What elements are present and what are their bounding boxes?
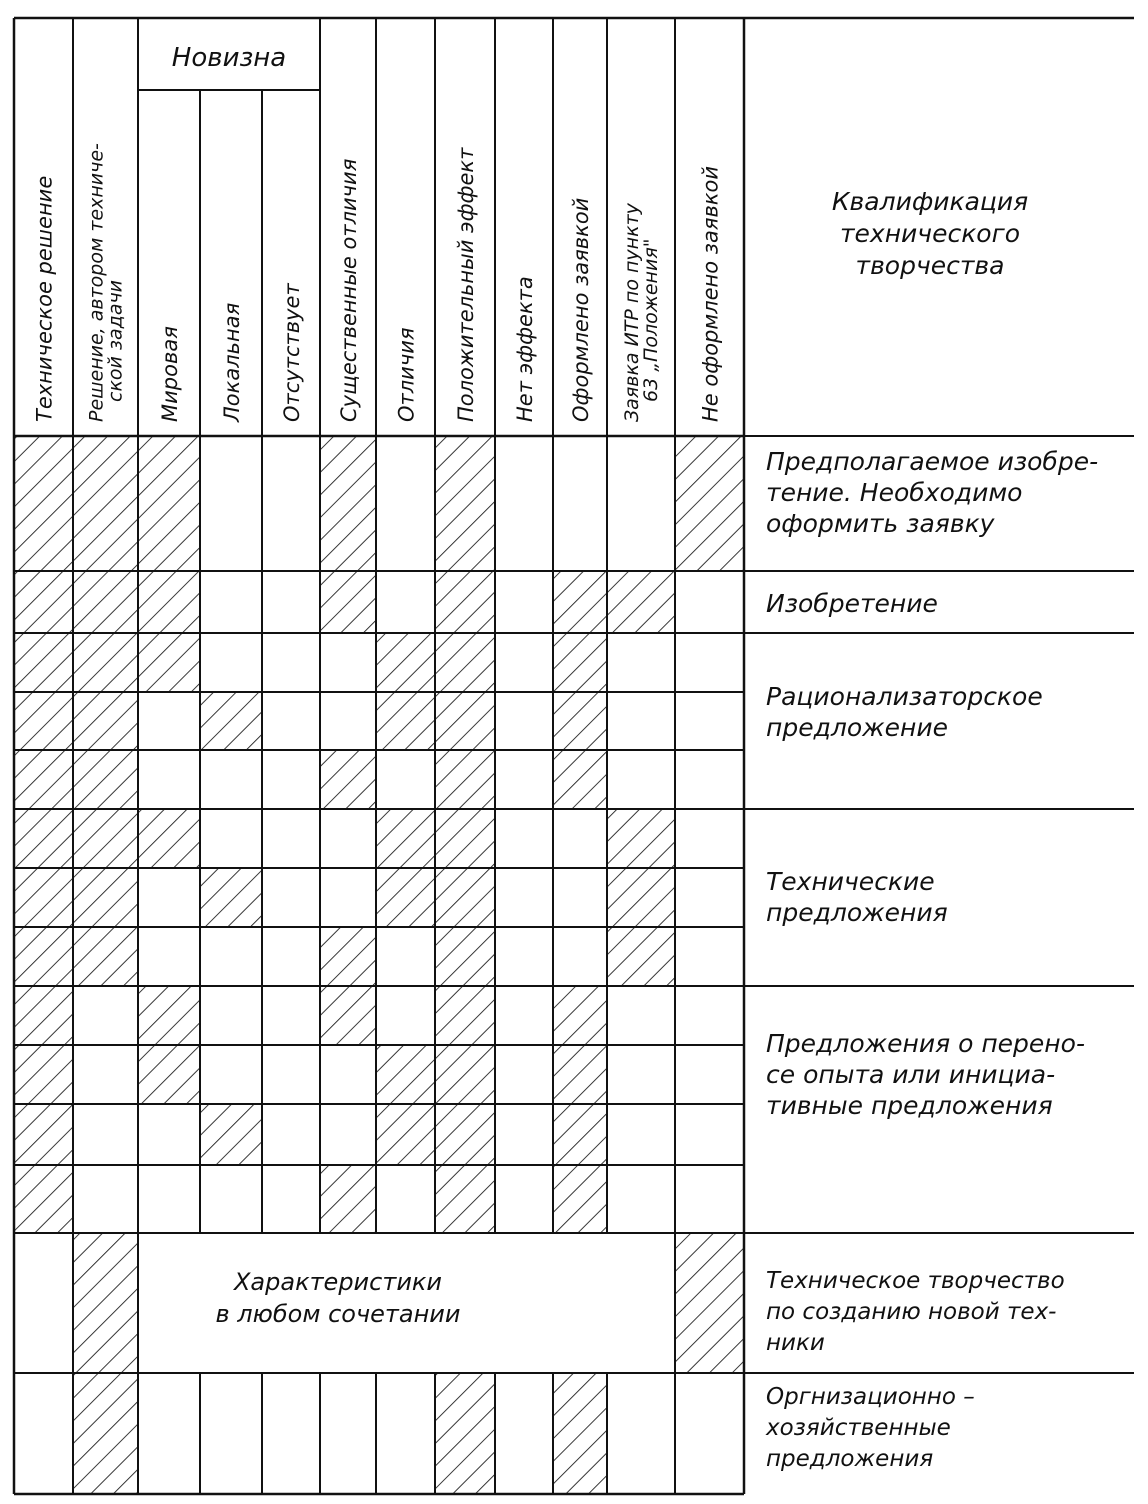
category-label-1: тение. Необходимо	[766, 478, 1023, 507]
hatched-cell	[376, 1045, 435, 1104]
column-header-8: Положительный эффект	[454, 147, 478, 422]
hatched-cell	[675, 1233, 744, 1373]
hatched-cell	[675, 436, 744, 571]
empty-cell	[14, 1373, 73, 1494]
category-label-2: Изобретение	[766, 589, 938, 618]
empty-cell	[200, 750, 262, 809]
empty-cell	[138, 1373, 200, 1494]
empty-cell	[376, 750, 435, 809]
category-label-3: Рационализаторское	[766, 682, 1043, 711]
empty-cell	[607, 692, 675, 750]
empty-cell	[138, 868, 200, 927]
empty-cell	[675, 1165, 744, 1233]
empty-cell	[200, 1373, 262, 1494]
empty-cell	[495, 1165, 553, 1233]
empty-cell	[73, 1165, 138, 1233]
column-header-11-line2: 63 „Положения"	[640, 238, 662, 402]
empty-cell	[495, 986, 553, 1045]
hatched-cell	[200, 1104, 262, 1165]
hatched-cell	[376, 1104, 435, 1165]
hatched-cell	[14, 750, 73, 809]
empty-cell	[675, 927, 744, 986]
empty-cell	[138, 927, 200, 986]
column-header-11: Заявка ИТР по пункту	[621, 203, 643, 422]
empty-cell	[200, 986, 262, 1045]
hatched-cell	[553, 1165, 607, 1233]
hatched-cell	[14, 986, 73, 1045]
empty-cell	[553, 927, 607, 986]
empty-cell	[376, 986, 435, 1045]
hatched-cell	[553, 633, 607, 692]
hatched-cell	[14, 809, 73, 868]
hatched-cell	[138, 571, 200, 633]
hatched-cell	[320, 436, 376, 571]
category-label-5: тивные предложения	[766, 1091, 1053, 1120]
hatched-cell	[376, 809, 435, 868]
category-label-5: се опыта или инициа-	[766, 1060, 1056, 1089]
empty-cell	[607, 436, 675, 571]
empty-cell	[138, 1165, 200, 1233]
empty-cell	[675, 809, 744, 868]
hatched-cell	[553, 750, 607, 809]
hatched-cell	[435, 868, 495, 927]
empty-cell	[138, 692, 200, 750]
empty-cell	[200, 436, 262, 571]
empty-cell	[553, 436, 607, 571]
hatched-cell	[73, 633, 138, 692]
column-header-4: Локальная	[220, 302, 244, 422]
category-label-4: предложения	[766, 898, 948, 927]
hatched-cell	[73, 1233, 138, 1373]
category-label-7: хозяйственные	[766, 1415, 951, 1441]
hatched-cell	[435, 927, 495, 986]
empty-cell	[262, 809, 320, 868]
empty-cell	[675, 986, 744, 1045]
any-combination-label: Характеристики	[233, 1268, 443, 1296]
empty-cell	[495, 1373, 553, 1494]
hatched-cell	[553, 571, 607, 633]
empty-cell	[262, 1045, 320, 1104]
empty-cell	[495, 809, 553, 868]
hatched-cell	[320, 927, 376, 986]
category-label-6: по созданию новой тех-	[766, 1299, 1057, 1325]
empty-cell	[14, 1233, 73, 1373]
empty-cell	[200, 927, 262, 986]
hatched-cell	[138, 986, 200, 1045]
column-header-9: Нет эффекта	[513, 276, 537, 422]
hatched-cell	[553, 692, 607, 750]
category-label-4: Технические	[766, 867, 935, 896]
hatched-cell	[435, 436, 495, 571]
empty-cell	[200, 1045, 262, 1104]
category-label-5: Предложения о перено-	[766, 1029, 1085, 1058]
empty-cell	[200, 633, 262, 692]
hatched-cell	[73, 571, 138, 633]
hatched-cell	[435, 809, 495, 868]
hatched-cell	[73, 692, 138, 750]
empty-cell	[262, 1165, 320, 1233]
hatched-cell	[553, 1104, 607, 1165]
empty-cell	[495, 436, 553, 571]
hatched-cell	[435, 986, 495, 1045]
category-label-3: предложение	[766, 713, 949, 742]
hatched-cell	[138, 633, 200, 692]
empty-cell	[495, 633, 553, 692]
hatched-cell	[435, 692, 495, 750]
hatched-cell	[73, 436, 138, 571]
empty-cell	[675, 633, 744, 692]
novelty-group-header: Новизна	[171, 43, 287, 73]
empty-cell	[200, 809, 262, 868]
empty-cell	[495, 692, 553, 750]
hatched-cell	[14, 1104, 73, 1165]
empty-cell	[262, 571, 320, 633]
hatched-cell	[14, 927, 73, 986]
hatched-cell	[435, 1104, 495, 1165]
hatched-cell	[435, 571, 495, 633]
empty-cell	[675, 1373, 744, 1494]
column-header-7: Отличия	[394, 327, 419, 422]
empty-cell	[495, 1045, 553, 1104]
column-header-1: Техническое решение	[32, 175, 57, 422]
column-header-3: Мировая	[158, 326, 182, 422]
hatched-cell	[320, 750, 376, 809]
empty-cell	[262, 1373, 320, 1494]
hatched-cell	[435, 1373, 495, 1494]
hatched-cell	[138, 436, 200, 571]
category-label-1: оформить заявку	[766, 509, 995, 538]
column-header-6: Существенные отличия	[337, 158, 361, 422]
hatched-cell	[14, 1165, 73, 1233]
hatched-cell	[73, 927, 138, 986]
hatched-cell	[320, 1165, 376, 1233]
hatched-cell	[73, 1373, 138, 1494]
empty-cell	[320, 868, 376, 927]
empty-cell	[495, 1104, 553, 1165]
empty-cell	[607, 1045, 675, 1104]
hatched-cell	[14, 436, 73, 571]
hatched-cell	[607, 571, 675, 633]
empty-cell	[262, 1104, 320, 1165]
hatched-cell	[14, 692, 73, 750]
category-label-1: Предполагаемое изобре-	[766, 447, 1099, 476]
empty-cell	[607, 986, 675, 1045]
hatched-cell	[320, 571, 376, 633]
empty-cell	[553, 809, 607, 868]
category-label-7: Оргнизационно –	[766, 1384, 975, 1410]
column-header-2-line2: ской задачи	[104, 279, 127, 402]
empty-cell	[675, 868, 744, 927]
hatched-cell	[553, 1373, 607, 1494]
hatched-cell	[376, 633, 435, 692]
hatched-cell	[14, 868, 73, 927]
hatched-cell	[607, 868, 675, 927]
hatched-cell	[607, 927, 675, 986]
any-combination-label: в любом сочетании	[215, 1300, 461, 1328]
empty-cell	[320, 1373, 376, 1494]
empty-cell	[607, 1104, 675, 1165]
hatched-cell	[73, 750, 138, 809]
empty-cell	[320, 809, 376, 868]
hatched-cell	[73, 868, 138, 927]
empty-cell	[262, 986, 320, 1045]
empty-cell	[320, 1045, 376, 1104]
empty-cell	[138, 1104, 200, 1165]
hatched-cell	[435, 750, 495, 809]
column-header-12: Не оформлено заявкой	[698, 165, 723, 422]
empty-cell	[376, 436, 435, 571]
empty-cell	[607, 1373, 675, 1494]
empty-cell	[495, 868, 553, 927]
hatched-cell	[435, 633, 495, 692]
empty-cell	[73, 1045, 138, 1104]
category-label-7: предложения	[766, 1446, 934, 1472]
hatched-cell	[14, 1045, 73, 1104]
empty-cell	[320, 692, 376, 750]
empty-cell	[376, 571, 435, 633]
hatched-cell	[376, 868, 435, 927]
empty-cell	[73, 1104, 138, 1165]
category-label-6: ники	[766, 1330, 825, 1356]
hatched-cell	[553, 986, 607, 1045]
empty-cell	[675, 750, 744, 809]
empty-cell	[320, 633, 376, 692]
hatched-cell	[435, 1045, 495, 1104]
empty-cell	[675, 692, 744, 750]
empty-cell	[376, 1165, 435, 1233]
empty-cell	[607, 633, 675, 692]
hatched-cell	[607, 809, 675, 868]
hatched-cell	[200, 868, 262, 927]
hatched-cell	[73, 809, 138, 868]
empty-cell	[376, 1373, 435, 1494]
qualification-header-line: творчества	[855, 251, 1005, 280]
empty-cell	[262, 633, 320, 692]
empty-cell	[495, 750, 553, 809]
empty-cell	[262, 868, 320, 927]
empty-cell	[200, 1165, 262, 1233]
empty-cell	[262, 692, 320, 750]
empty-cell	[607, 1165, 675, 1233]
qualification-header-line: Квалификация	[831, 187, 1029, 216]
hatched-cell	[14, 571, 73, 633]
hatched-cell	[553, 1045, 607, 1104]
column-header-10: Оформлено заявкой	[569, 197, 593, 422]
hatched-cell	[320, 986, 376, 1045]
empty-cell	[607, 750, 675, 809]
hatched-cell	[376, 692, 435, 750]
column-header-5: Отсутствует	[280, 283, 304, 422]
hatched-cell	[138, 1045, 200, 1104]
empty-cell	[495, 927, 553, 986]
empty-cell	[262, 927, 320, 986]
empty-cell	[675, 571, 744, 633]
hatched-cell	[200, 692, 262, 750]
empty-cell	[138, 750, 200, 809]
category-label-6: Техническое творчество	[766, 1268, 1065, 1294]
empty-cell	[200, 571, 262, 633]
empty-cell	[376, 927, 435, 986]
hatched-cell	[14, 633, 73, 692]
empty-cell	[495, 571, 553, 633]
empty-cell	[675, 1045, 744, 1104]
column-header-2: Решение, автором техниче-	[85, 143, 108, 422]
empty-cell	[262, 436, 320, 571]
empty-cell	[553, 868, 607, 927]
hatched-cell	[138, 809, 200, 868]
empty-cell	[320, 1104, 376, 1165]
hatched-cell	[435, 1165, 495, 1233]
empty-cell	[73, 986, 138, 1045]
empty-cell	[675, 1104, 744, 1165]
qualification-header-line: технического	[839, 219, 1021, 248]
empty-cell	[262, 750, 320, 809]
